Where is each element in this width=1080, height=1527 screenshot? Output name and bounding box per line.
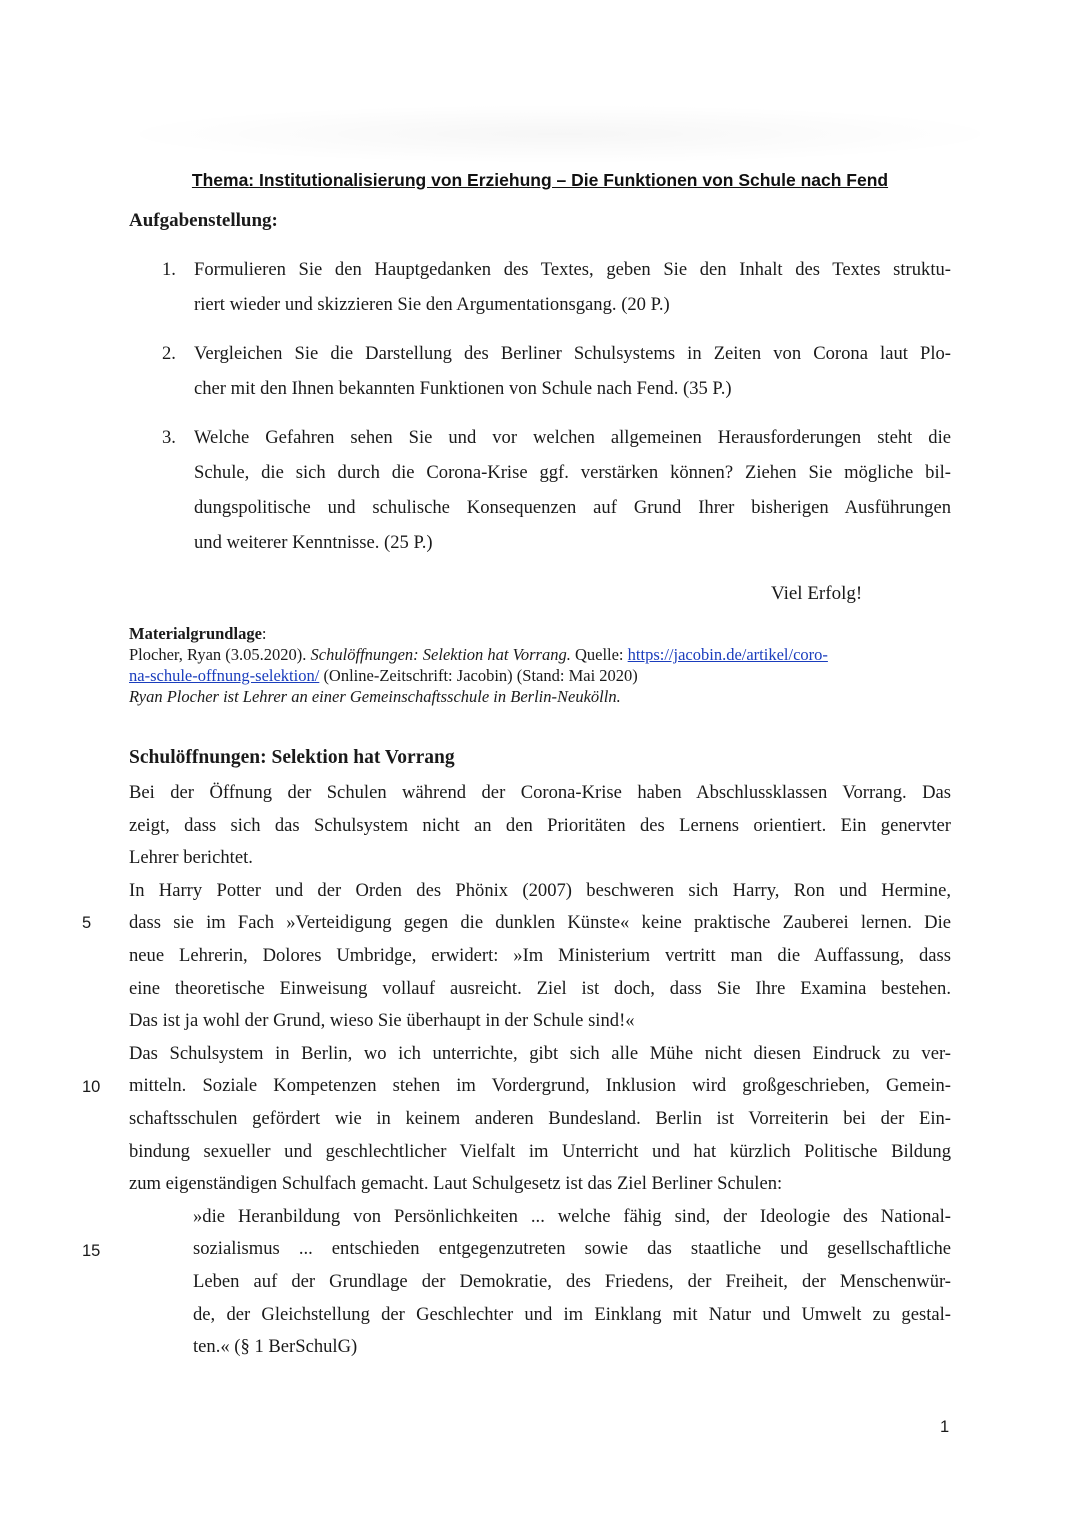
citation-title: Schulöffnungen: Selektion hat Vorrang. <box>310 645 571 664</box>
scan-shadow <box>110 104 1010 164</box>
citation-cont <box>129 665 959 686</box>
task-item <box>129 252 951 322</box>
task-line: Schule, die sich durch die Corona-Krise ggf. verstärken können? Ziehen Sie mögliche bil- <box>194 462 951 483</box>
task-heading: Aufgabenstellung: <box>129 210 278 231</box>
task-line: Formulieren Sie den Hauptgedanken des Textes, geben Sie den Inhalt des Textes struktu- <box>194 259 951 280</box>
citation-suffix: (Online-Zeitschrift: Jacobin) (Stand: Mai 2020) <box>319 666 638 685</box>
citation-prefix: Plocher, Ryan (3.05.2020). <box>129 645 311 664</box>
topic-heading: Thema: Institutionalisierung von Erziehung – Die Funktionen von Schule nach Fend <box>191 170 889 190</box>
line-number: 15 <box>82 1242 101 1260</box>
citation <box>129 644 959 665</box>
article-line: Das ist ja wohl der Grund, wieso Sie überhaupt in der Schule sind!« <box>129 1010 635 1032</box>
task-number: 2. <box>162 343 176 364</box>
article-line: bindung sexueller und geschlechtlicher Vielfalt im Unterricht und hat kürzlich Politische Bildung <box>129 1140 951 1162</box>
task-line: Welche Gefahren sehen Sie und vor welchen allgemeinen Herausforderungen steht die <box>194 427 951 448</box>
law-quote <box>129 1201 951 1364</box>
material-source <box>129 623 959 707</box>
article-body <box>129 777 951 1364</box>
task-item <box>129 420 951 560</box>
article-line: eine theoretische Einweisung vollauf ausreicht. Ziel ist doch, dass Sie Ihre Examina bestehen. <box>129 977 951 999</box>
task-list <box>129 252 951 574</box>
article-line: dass sie im Fach »Verteidigung gegen die dunklen Künste« keine praktische Zauberei lernen. Die <box>129 912 951 934</box>
article-line: neue Lehrerin, Dolores Umbridge, erwidert: »Im Ministerium vertritt man die Auffassung, dass <box>129 944 951 966</box>
author-note: Ryan Plocher ist Lehrer an einer Gemeinschaftsschule in Berlin-Neukölln. <box>129 687 621 706</box>
article-title: Schulöffnungen: Selektion hat Vorrang <box>129 747 455 768</box>
source-link[interactable]: https://jacobin.de/artikel/coro- <box>627 645 828 664</box>
article-line: zeigt, dass sich das Schulsystem nicht an den Prioritäten des Lernens orientiert. Ein genervter <box>129 814 951 836</box>
source-link-cont[interactable]: na-schule-offnung-selektion/ <box>129 666 320 685</box>
task-item <box>129 336 951 406</box>
quote-line: Leben auf der Grundlage der Demokratie, des Friedens, der Freiheit, der Menschenwür- <box>193 1270 951 1292</box>
article-line: Bei der Öffnung der Schulen während der Corona-Krise haben Abschlussklassen Vorrang. Das <box>129 782 951 803</box>
article-line: Das Schulsystem in Berlin, wo ich unterrichte, gibt sich alle Mühe nicht diesen Eindruck zu ver- <box>129 1042 951 1064</box>
article-line: Lehrer berichtet. <box>129 847 253 869</box>
task-line: Vergleichen Sie die Darstellung des Berliner Schulsystems in Zeiten von Corona laut Plo- <box>194 343 951 364</box>
source-label-colon: : <box>261 624 267 643</box>
task-line: dungspolitische und schulische Konsequenzen auf Grund Ihrer bisherigen Ausführungen <box>194 497 951 518</box>
quote-line: de, der Gleichstellung der Geschlechter und im Einklang mit Natur und Umwelt zu gestal- <box>193 1303 951 1325</box>
line-number: 10 <box>82 1078 101 1096</box>
quote-line: ten.« (§ 1 BerSchulG) <box>193 1336 358 1358</box>
line-number: 5 <box>82 914 92 932</box>
task-line: riert wieder und skizzieren Sie den Argumentationsgang. (20 P.) <box>194 294 670 315</box>
page-number: 1 <box>940 1418 950 1436</box>
article-line: mitteln. Soziale Kompetenzen stehen im Vordergrund, Inklusion wird großgeschrieben, Gemein- <box>129 1075 951 1097</box>
task-line: cher mit den Ihnen bekannten Funktionen von Schule nach Fend. (35 P.) <box>194 378 732 399</box>
article-line: In Harry Potter und der Orden des Phönix (2007) beschweren sich Harry, Ron und Hermine, <box>129 879 951 901</box>
source-label-line <box>129 623 959 644</box>
closing-remark: Viel Erfolg! <box>771 583 863 604</box>
source-label: Materialgrundlage <box>129 624 262 643</box>
task-line: und weiterer Kenntnisse. (25 P.) <box>194 532 433 553</box>
article-line: schaftsschulen gefördert wie in keinem anderen Bundesland. Berlin ist Vorreiterin bei der Ein- <box>129 1107 951 1129</box>
article-line: zum eigenständigen Schulfach gemacht. Laut Schulgesetz ist das Ziel Berliner Schulen: <box>129 1173 783 1195</box>
citation-quelle: Quelle: <box>570 645 628 664</box>
quote-line: sozialismus ... entschieden entgegenzutreten sowie das staatliche und gesellschaftliche <box>193 1238 951 1260</box>
quote-line: »die Heranbildung von Persönlichkeiten ... welche fähig sind, der Ideologie des National- <box>193 1205 951 1227</box>
task-number: 1. <box>162 259 176 280</box>
task-number: 3. <box>162 427 176 448</box>
